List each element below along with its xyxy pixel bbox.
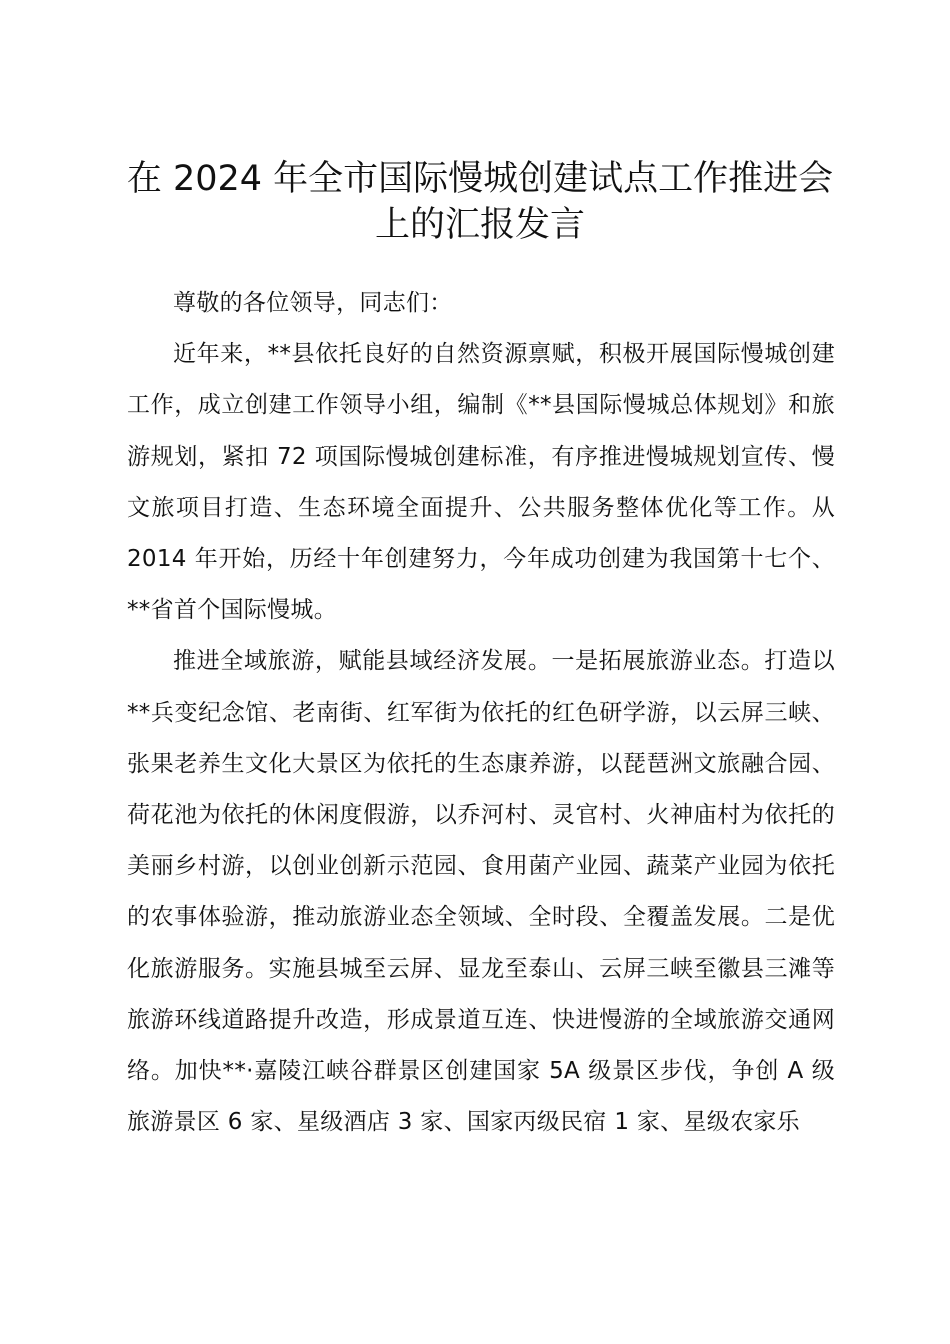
document-title — [120, 156, 840, 248]
title-line-2: 上的汇报发言 — [374, 205, 585, 245]
salutation: 尊敬的各位领导，同志们： — [173, 290, 453, 316]
document-body — [127, 278, 835, 1148]
paragraph-intro: 近年来，**县依托良好的自然资源禀赋，积极开展国际慢城创建工作，成立创建工作领导小组，编制《**县国际慢城总体规划》和旅游规划，紧扣 72 项国际慢城创建标准，有序推进慢城规划宣传、慢文旅项目打造、生态环境全面提升、公共服务整体优化等工作。从 2014 年开始，历经十年创建努力，今年成功创建为我国第十七个、**省首个国际慢城。 — [127, 341, 835, 624]
title-line-1: 在 2024 年全市国际慢城创建试点工作推进会 — [126, 159, 834, 199]
paragraph-tourism: 推进全域旅游，赋能县域经济发展。一是拓展旅游业态。打造以**兵变纪念馆、老南街、红军街为依托的红色研学游，以云屏三峡、张果老养生文化大景区为依托的生态康养游，以琵琶洲文旅融合园、荷花池为依托的休闲度假游，以乔河村、灵官村、火神庙村为依托的美丽乡村游，以创业创新示范园、食用菌产业园、蔬菜产业园为依托的农事体验游，推动旅游业态全领域、全时段、全覆盖发展。二是优化旅游服务。实施县城至云屏、显龙至泰山、云屏三峡至徽县三滩等旅游环线道路提升改造，形成景道互连、快进慢游的全域旅游交通网络。加快**·嘉陵江峡谷群景区创建国家 5A 级景区步伐，争创 A 级旅游景区 6 家、星级酒店 3 家、国家丙级民宿 1 家、星级农家乐 — [127, 648, 835, 1136]
